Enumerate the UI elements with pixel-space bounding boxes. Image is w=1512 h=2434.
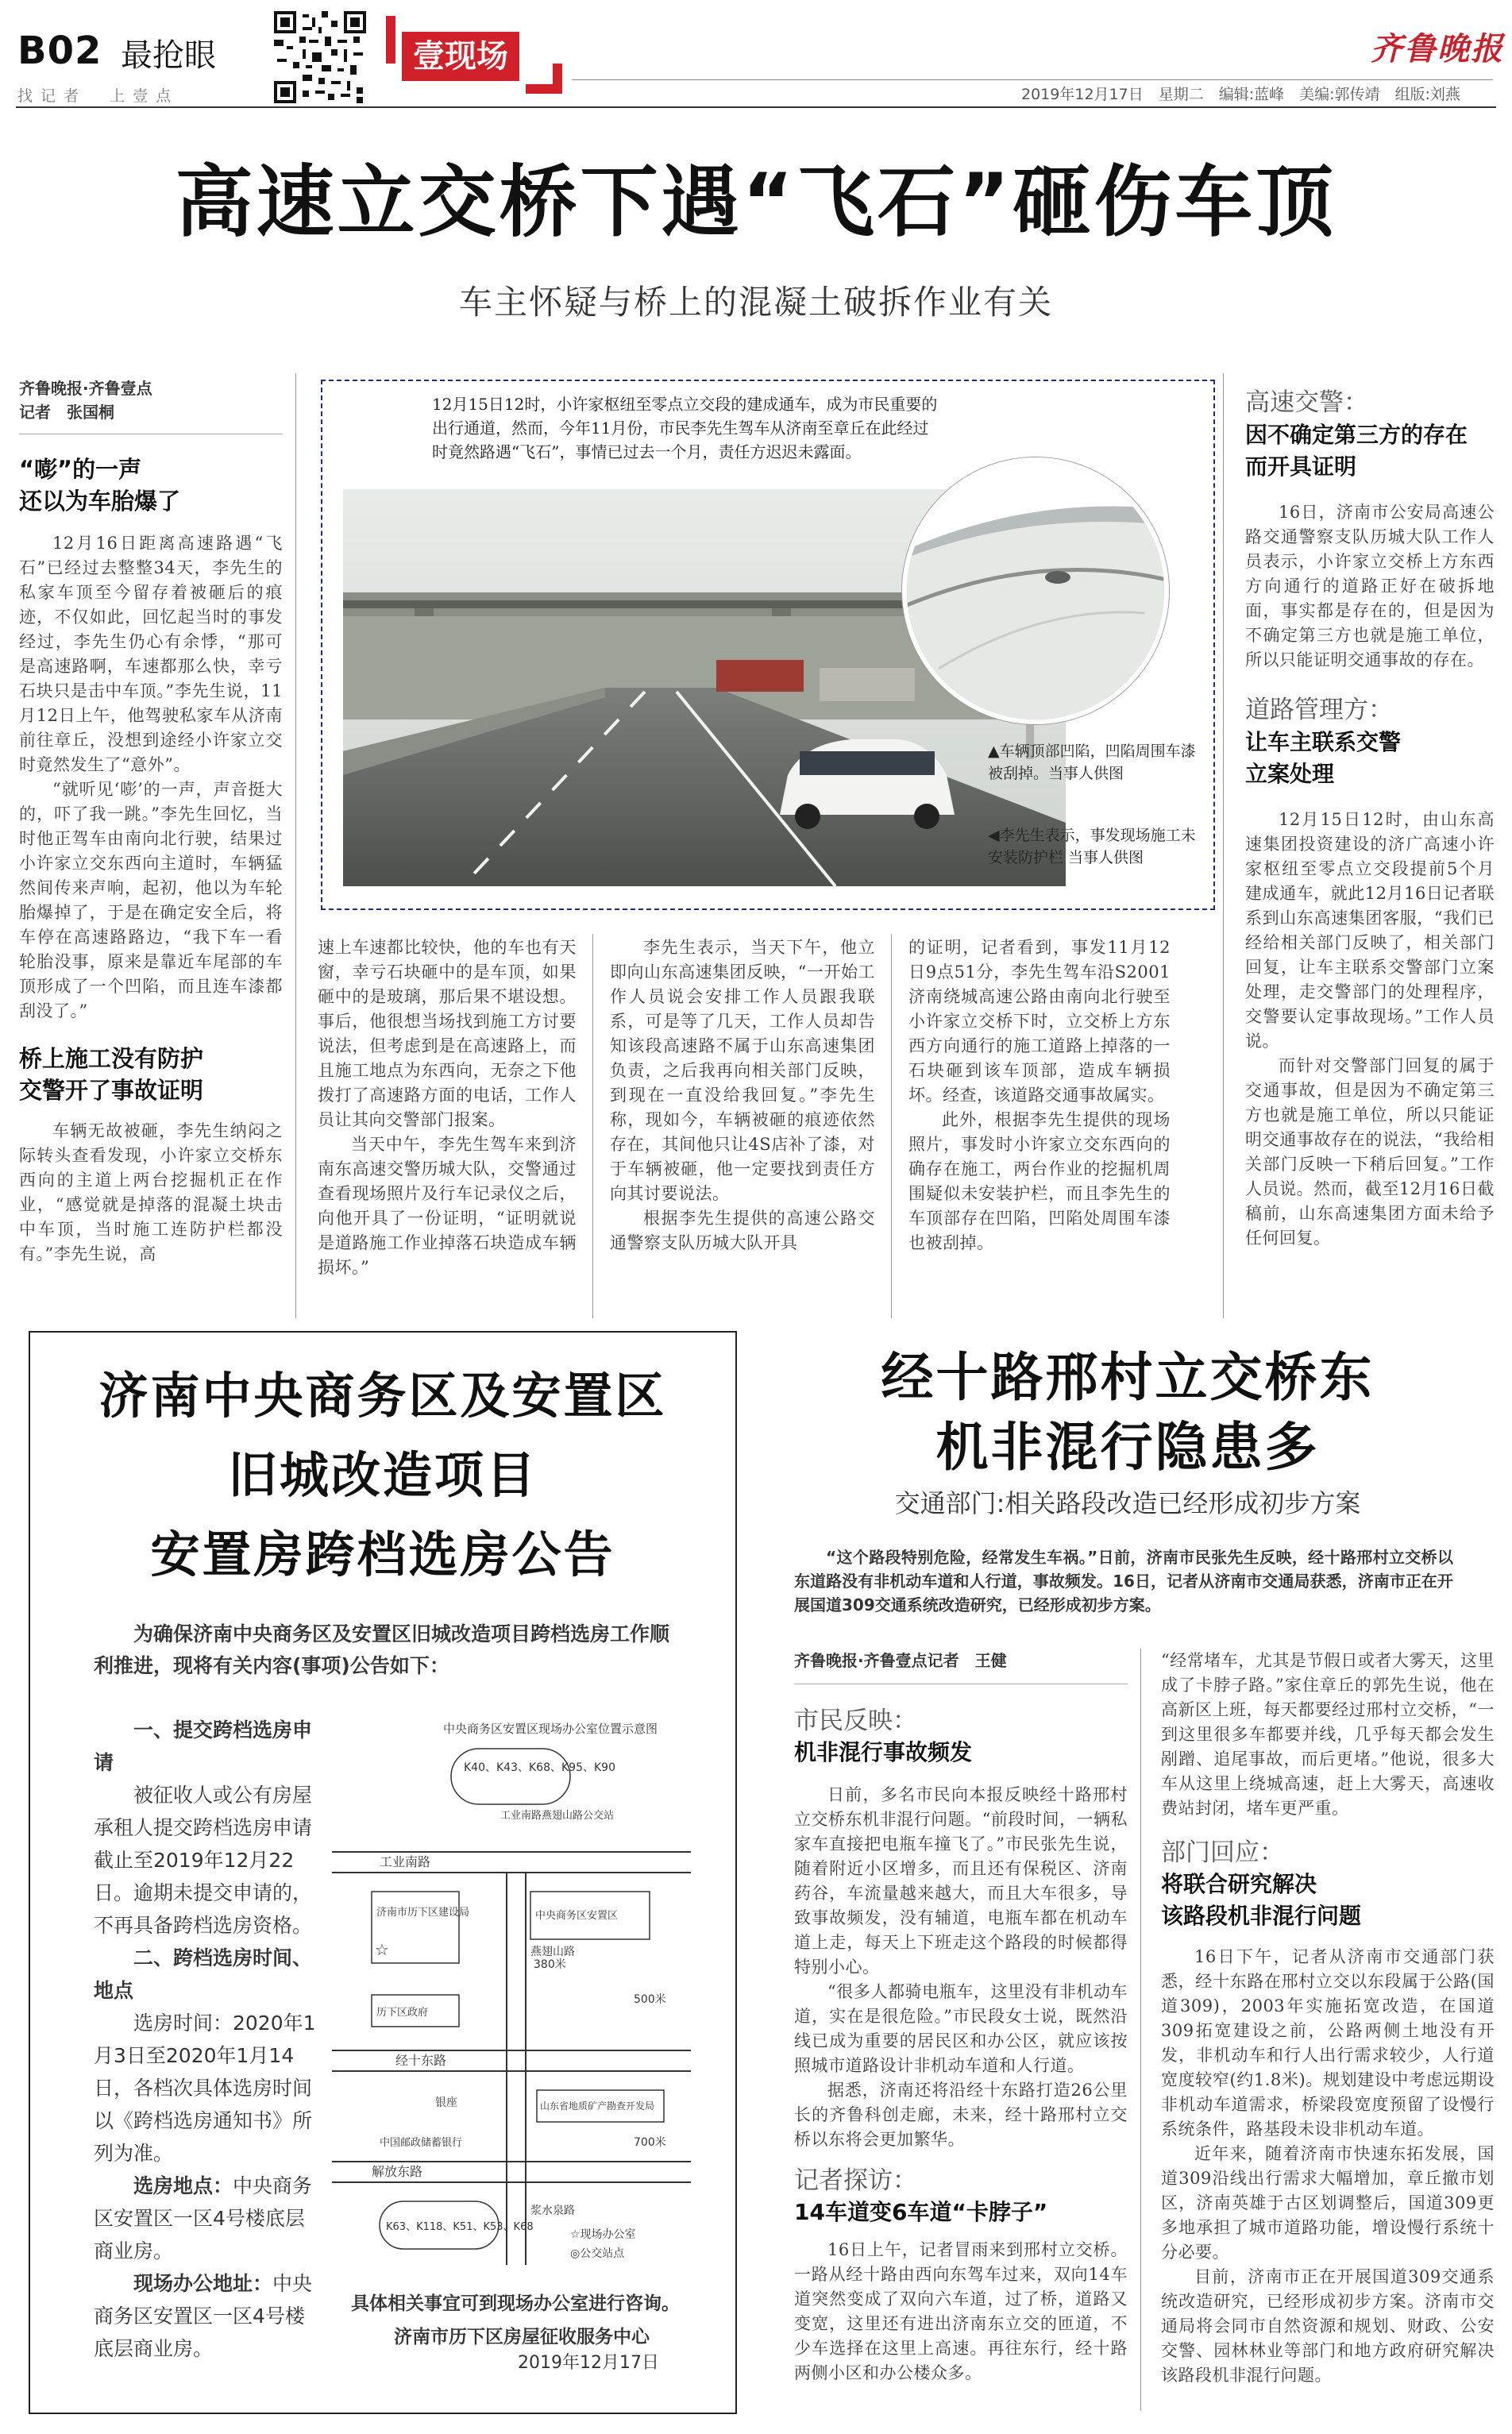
lead-photo-frame <box>321 380 1215 910</box>
side1-p1: 16日，济南市公安局高速公路交通警察支队历城大队工作人员表示，小许家立交桥上方东西方向通行的道路正好在破拆地面，事实都是存在的，但是因为不确定第三方也就是施工单位，所以只能证明交通事故的存在。 <box>1245 503 1495 669</box>
map-building-1: 济南市历下区建设局 <box>376 1907 470 1919</box>
map-bus-1: K40、K43、K68、K95、K90 <box>464 1761 615 1774</box>
second-headline: 经十路邢村立交桥东 机非混行隐患多 <box>881 1346 1375 1478</box>
map-dist-2: 500米 <box>634 1993 666 2006</box>
motto: 找 记 者 上 壹 点 <box>17 87 173 105</box>
byline-reporter: 记者 张国桐 <box>19 403 114 422</box>
location-map <box>332 1717 691 2265</box>
side2-p2: 而针对交警部门回复的属于交通事故，但是因为不确定第三方也就是施工单位，所以只能证明交通事故存在的说法，“我给相关部门反映一下稍后回复。”工作人员说。然而，截至12月16日截稿前，山东高速集团方面未给予任何回复。 <box>1245 1056 1495 1248</box>
notice-s2-place <box>94 2170 321 2267</box>
notice-intro: 为确保济南中央商务区及安置区旧城改造项目跨档选房工作顺利推进，现将有关内容(事项)公告如下： <box>94 1622 670 1677</box>
notice-footer-note: 具体相关事宜可到现场办公室进行咨询。 <box>351 2293 680 2314</box>
side1-title: 因不确定第三方的存在 而开具证明 <box>1245 422 1468 480</box>
lead-col-2 <box>318 935 577 1280</box>
second-colA-p4: 16日上午，记者冒雨来到邢村立交桥。一路从经十路由西向东驾车过来，双向14车道突然变成了双向六车道，过了桥，道路又变宽，这里还有进出济南东立交的匝道，不少车选择在这里上高速。再往东行，经十路两侧小区和办公楼众多。 <box>794 2240 1128 2382</box>
lead-col3-p1: 李先生表示，当天下午，他立即向山东高速集团反映，“一开始工作人员说会安排工作人员跟我联系，可是等了几天，工作人员却告知该段高速路不属于山东高速集团负责，之后我再向相关部门反映，到现在一直没给我回复。”李先生称，现如今，车辆被砸的痕迹依然存在，其间他只让4S店补了漆，对于车辆被砸，他一定要找到责任方向其讨要说法。 <box>610 938 875 1203</box>
second-byline: 齐鲁晚报·齐鲁壹点记者 王健 <box>794 1651 1007 1670</box>
roof-closeup-photo <box>902 457 1169 724</box>
second-sub3-label: 部门回应： <box>1161 1838 1284 1867</box>
second-sub2-title: 14车道变6车道“卡脖子” <box>794 2199 1048 2225</box>
map-stop-1: 工业南路燕翅山路公交站 <box>500 1810 615 1822</box>
notice-s2-place-text: 中央商务区安置区一区4号楼底层商业房。 <box>94 2174 313 2262</box>
second-sub1-title: 机非混行事故频发 <box>794 1739 973 1765</box>
side2-p1: 12月15日12时，由山东高速集团投资建设的济广高速小许家枢纽至零点立交段提前5个月建成通车，就此12月16日记者联系到山东高速集团客服，“我们已经给相关部门反映了，相关部门回复，让车主联系交警部门立案处理，走交警部门的处理程序，交警要认定事故现场。”工作人员说。 <box>1245 810 1495 1051</box>
second-colA-p3: 据悉，济南还将沿经十东路打造26公里长的齐鲁科创走廊，未来，经十路邢村立交桥以东将会更加繁华。 <box>794 2081 1128 2149</box>
map-road-1: 工业南路 <box>380 1854 431 1869</box>
lead-col4-p1: 的证明，记者看到，事发11月12日9点51分，李先生驾车沿S2001济南绕城高速公路由南向北行驶至小许家立交桥下时，立交桥上方东西方向通行的施工道路上掉落的一石块砸到该车顶部，造成车辆损坏。经查，该道路交通事故属实。 <box>908 938 1171 1105</box>
notice-s2-office-text: 中央商务区安置区一区4号楼底层商业房。 <box>94 2272 313 2360</box>
map-building-5: 山东省地质矿产勘查开发局 <box>540 2100 655 2112</box>
second-colA-p1: 日前，多名市民向本报反映经十路邢村立交桥东机非混行问题。“前段时间，一辆私家车直接把电瓶车撞飞了。”市民张先生说，随着附近小区增多，而且还有保税区、济南药谷，车流量越来越大，而且大车很多，导致事故频发，没有辅道，电瓶车都在机动车道上走，每天上下班走这个路段的时候都得特别小心。 <box>794 1785 1128 1977</box>
masthead-logo: 齐鲁晚报 <box>1371 30 1504 68</box>
lead-side-col <box>1245 386 1495 1251</box>
map-road-2: 经十东路 <box>395 2053 447 2068</box>
lead-headline: 高速立交桥下遇“飞石”砸伤车顶 <box>175 157 1337 248</box>
lead-col-4 <box>908 935 1171 1256</box>
lead-col3-p2: 根据李先生提供的高速公路交通警察支队历城大队开具 <box>610 1209 875 1252</box>
lead-sub1: “嘭”的一声 还以为车胎爆了 <box>19 456 181 515</box>
notice-s2-office <box>94 2267 321 2365</box>
date-line: 2019年12月17日 星期二 编辑:蓝峰 美编:郭传靖 组版:刘燕 <box>1021 86 1460 103</box>
map-dist-3: 700米 <box>634 2136 666 2149</box>
second-sub3-title: 将联合研究解决 该路段机非混行问题 <box>1161 1871 1362 1929</box>
second-col-b <box>1161 1649 1495 2388</box>
page-header <box>0 0 1512 111</box>
second-sub1-label: 市民反映： <box>794 1707 917 1735</box>
notice-title: 济南中央商务区及安置区 旧城改造项目 安置房跨档选房公告 <box>98 1367 667 1583</box>
page-number: B02 <box>17 29 102 73</box>
second-subhead: 交通部门:相关路段改造已经形成初步方案 <box>894 1488 1361 1518</box>
map-title: 中央商务区安置区现场办公室位置示意图 <box>443 1722 658 1736</box>
lead-col1-p3: 车辆无故被砸，李先生纳闷之际转头查看发现，小许家立交桥东西向的主道上两台挖掘机正在作业，“感觉就是掉落的混凝土块击中车顶，当时施工连防护栏都没有。”李先生说，高 <box>19 1121 283 1263</box>
second-colB-p4: 目前，济南市正在开展国道309交通系统改造研究，已经形成初步方案。济南市交通局将会同市自然资源和规划、财政、公安交警、园林林业等部门和地方政府研究解决该路段机非混行问题。 <box>1161 2267 1495 2385</box>
notice-s1-body: 被征收人或公有房屋承租人提交跨档选房申请截止至2019年12月22日。逾期未提交申请的，不再具备跨档选房资格。 <box>94 1784 313 1937</box>
notice-s2-time: 选房时间：2020年1月3日至2020年1月14日，各档次具体选房时间以《跨档选房通知书》所列为准。 <box>94 2012 316 2165</box>
section-name: 最抢眼 <box>121 37 216 74</box>
map-dist-1: 380米 <box>534 1958 566 1971</box>
side2-label: 道路管理方： <box>1245 696 1393 724</box>
lead-subhead: 车主怀疑与桥上的混凝土破拆作业有关 <box>458 283 1053 322</box>
notice-s2-office-label: 现场办公地址： <box>133 2272 273 2295</box>
second-colB-p3: 近年来，随着济南市快速东拓发展，国道309沿线出行需求大幅增加，章丘撤市划区，济南英雄于古区划调整后，国道309更多地承担了城市道路功能，增设慢行系统十分必要。 <box>1161 2144 1495 2262</box>
map-building-3: 历下区政府 <box>376 2007 429 2019</box>
inset-caption-1: ▲车辆顶部凹陷，凹陷周围车漆被刮掉。当事人供图 <box>988 743 1196 782</box>
map-road-5: 燕翅山路 <box>530 1946 575 1958</box>
second-sub2-label: 记者探访： <box>794 2166 917 2195</box>
column-tag <box>386 16 562 105</box>
map-building-4: 银座 <box>435 2096 457 2109</box>
second-colB-p2: 16日下午，记者从济南市交通部门获悉，经十东路在邢村立交以东段属于公路(国道309)，2003年实施拓宽改造，在国道309拓宽建设之前，公路两侧土地没有开发，非机动车和行人出行需求较少，人行道宽度较窄(约1.8米)。规划建设中考虑远期设非机动车道需求，桥梁段宽度预留了设慢行系统条件，路基段未设非机动车道。 <box>1161 1947 1495 2139</box>
column-tag-label: 壹现场 <box>402 32 519 81</box>
inset-caption-2: ◀李先生表示，事发现场施工未安装防护栏 当事人供图 <box>988 827 1196 866</box>
qr-code-icon <box>274 11 366 103</box>
map-legend-1: ☆现场办公室 <box>570 2228 636 2241</box>
map-legend-2: ◎公交站点 <box>570 2247 625 2260</box>
lead-col1-p2: “就听见‘嘭’的一声，声音挺大的，吓了我一跳。”李先生回忆，当时他正驾车由南向北行驶，结果过小许家立交东西向主道时，车辆猛然间传来声响，起初，他以为车轮胎爆掉了，于是在确定安全后，将车停在高速路路边，“我下车一看轮胎没事，原来是靠近车尾部的车顶形成了一个凹陷，而且连车漆都刮没了。” <box>19 780 283 1020</box>
second-colB-p1: “经常堵车，尤其是节假日或者大雾天，这里成了卡脖子路。”家住章丘的郭先生说，他在高新区上班，每天都要经过邢村立交桥，“一到这里很多车都要并线，几乎每天都会发生剐蹭、追尾事故，而后更堵。”他说，很多大车从这里上绕城高速，赶上大雾天，高速收费站封闭，堵车更严重。 <box>1161 1651 1495 1818</box>
second-colA-p2: “很多人都骑电瓶车，这里没有非机动车道，实在是很危险。”市民段女士说，既然沿线已成为重要的居民区和办公区，就应该按照城市道路设计非机动车道和人行道。 <box>794 1982 1128 2075</box>
byline-org: 齐鲁晚报·齐鲁壹点 <box>19 379 152 398</box>
lead-col4-p2: 此外，根据李先生提供的现场照片，事发时小许家立交东西向的确存在施工，两台作业的挖掘机周围疑似未安装护栏，而且李先生的车顶部存在凹陷，凹陷处周围车漆也被刮掉。 <box>908 1110 1171 1252</box>
map-road-4: 浆水泉路 <box>530 2204 575 2217</box>
map-road-3: 解放东路 <box>372 2164 423 2179</box>
housing-notice <box>29 1331 737 2414</box>
notice-s1-head: 一、提交跨档选房申请 <box>94 1718 313 1774</box>
lead-col2-p1: 速上车速都比较快，他的车也有天窗，幸亏石块砸中的是车顶，如果砸中的是玻璃，那后果不堪设想。事后，他很想当场找到施工方讨要说法，但考虑到是在高速路上，而且施工地点为东西向，无奈之下他拨打了高速路方面的电话，工作人员让其向交警部门报案。 <box>318 938 577 1129</box>
lead-col2-p2: 当天中午，李先生驾车来到济南东高速交警历城大队，交警通过查看现场照片及行车记录仪之后，向他开具了一份证明，“证明就说是道路施工作业掉落石块造成车辆损坏。” <box>318 1135 577 1277</box>
second-col-a <box>794 1649 1128 2386</box>
photo-caption-top: 12月15日12时，小许家枢纽至零点立交段的建成通车，成为市民重要的出行通道，然而，今年11月份，市民李先生驾车从济南至章丘在此经过时竟然路遇“飞石”，事情已过去一个月，责任方迟迟未露面。 <box>432 395 938 461</box>
lead-col1-p1: 12月16日距离高速路遇“飞石”已经过去整整34天，李先生的私家车顶至今留存着被砸后的痕迹，不仅如此，回忆起当时的事发经过，李先生仍心有余悸，“那可是高速路啊，车速都那么快，幸亏石块只是击中车顶。”李先生说，11月12日上午，他驾驶私家车从济南前往章丘，没想到途经小许家立交时竟然发生了“意外”。 <box>19 534 283 774</box>
map-building-6: 中国邮政储蓄银行 <box>380 2137 463 2149</box>
lead-sub2: 桥上施工没有防护 交警开了事故证明 <box>19 1045 204 1104</box>
lead-col-3 <box>610 935 875 1256</box>
dented-roof-image <box>907 462 1169 724</box>
map-building-2: 中央商务区安置区 <box>535 1910 619 1922</box>
notice-sign-date: 2019年12月17日 <box>518 2353 659 2373</box>
notice-s2-head: 二、跨档选房时间、地点 <box>94 1946 313 2002</box>
second-lede: “这个路段特别危险，经常发生车祸。”日前，济南市民张先生反映，经十路邢村立交桥以东道路没有非机动车道和人行道，事故频发。16日，记者从济南市交通局获悉，济南市正在开展国道309交通系统改造研究，已经形成初步方案。 <box>794 1548 1453 1614</box>
map-bus-2: K63、K118、K51、K53、K68 <box>386 2221 534 2233</box>
side2-title: 让车主联系交警 立案处理 <box>1245 729 1402 787</box>
notice-sign-org: 济南市历下区房屋征收服务中心 <box>394 2327 650 2347</box>
notice-s2-place-label: 选房地点： <box>133 2174 233 2197</box>
location-map-svg <box>332 1717 691 2265</box>
office-star-icon: ☆ <box>375 1940 389 1959</box>
notice-left-col <box>94 1714 321 2365</box>
lead-col-1 <box>19 376 283 1267</box>
side1-label: 高速交警： <box>1245 388 1368 417</box>
